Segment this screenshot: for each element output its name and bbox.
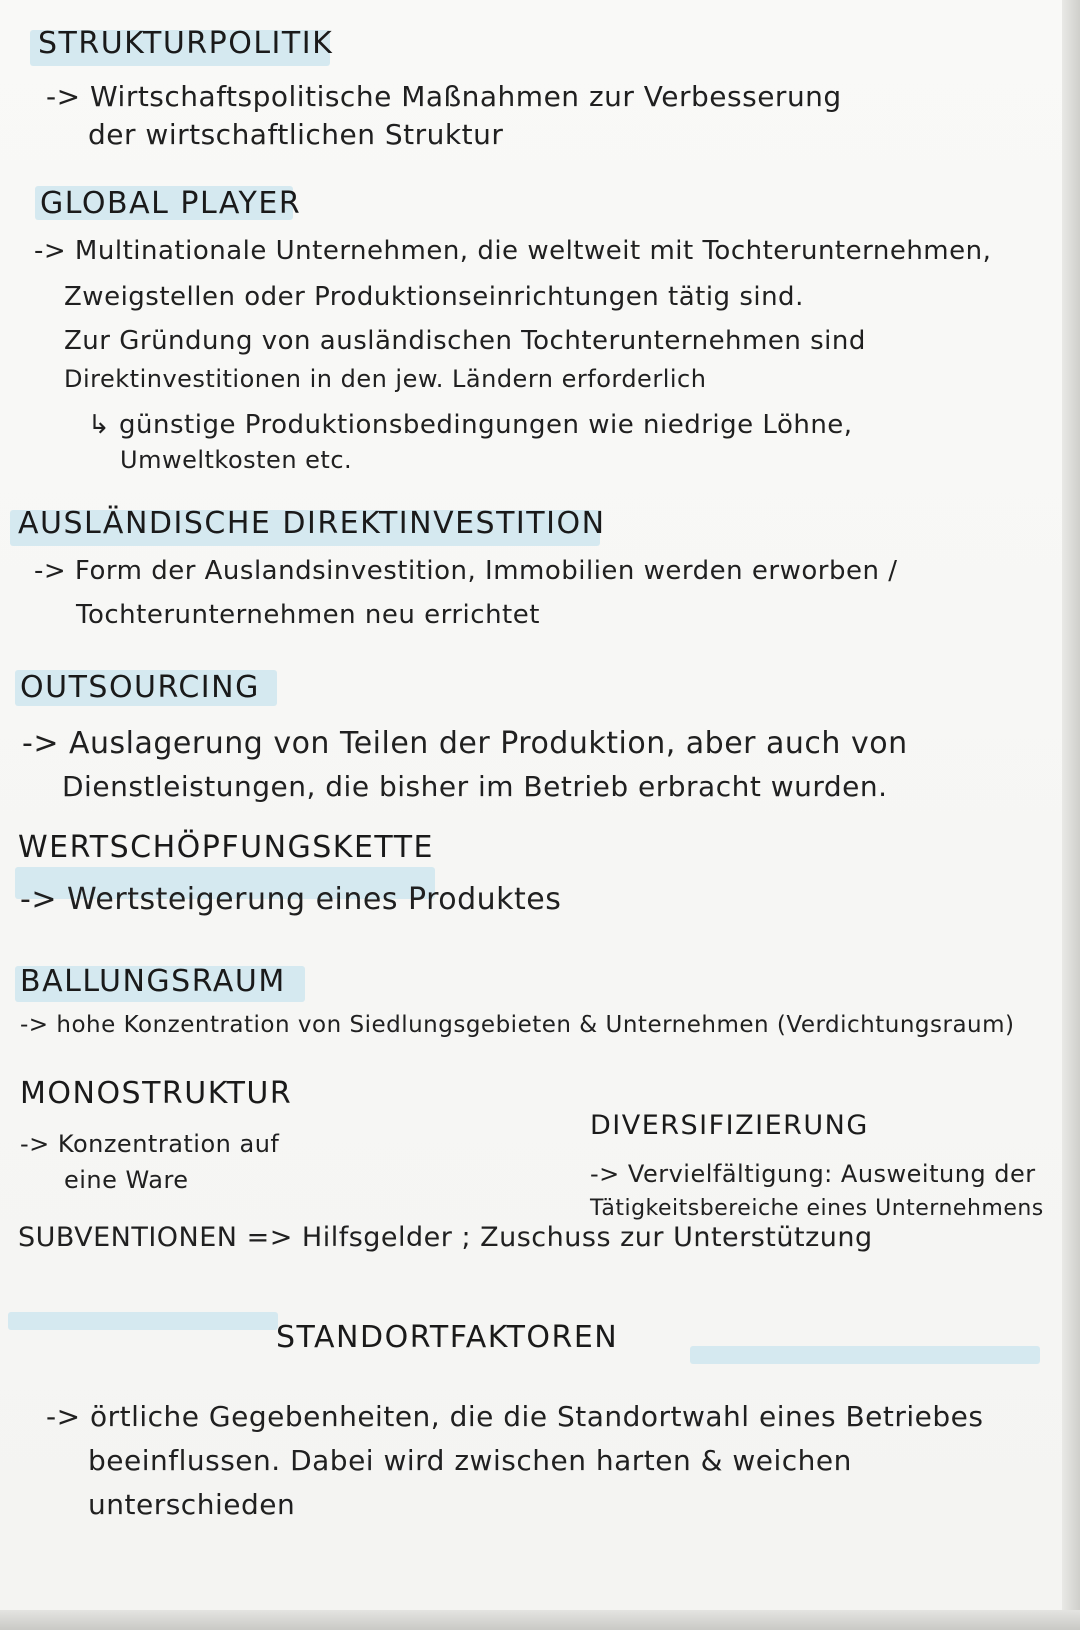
heading-strukturpolitik: STRUKTURPOLITIK: [38, 26, 334, 61]
strukturpolitik-line-1: -> Wirtschaftspolitische Maßnahmen zur Verbesserung: [46, 80, 842, 113]
monostruktur-line-1: -> Konzentration auf: [20, 1130, 280, 1158]
heading-ballungsraum: BALLUNGSRAUM: [20, 964, 286, 999]
highlight-standortfaktoren-right: [690, 1346, 1040, 1364]
diversifizierung-line-2: Tätigkeitsbereiche eines Unternehmens: [590, 1196, 1044, 1221]
global-player-line-3: Zur Gründung von ausländischen Tochterunternehmen sind: [64, 326, 866, 356]
diversifizierung-line-1: -> Vervielfältigung: Ausweitung der: [590, 1160, 1036, 1188]
ballungsraum-line-1: -> hohe Konzentration von Siedlungsgebieten & Unternehmen (Verdichtungsraum): [20, 1012, 1015, 1038]
page-edge-bottom: [0, 1610, 1080, 1630]
standortfaktoren-line-1: -> örtliche Gegebenheiten, die die Standortwahl eines Betriebes: [46, 1400, 984, 1433]
heading-outsourcing: OUTSOURCING: [20, 670, 260, 705]
wertschoepfungskette-line-1: -> Wertsteigerung eines Produktes: [20, 882, 562, 917]
page-edge-right: [1062, 0, 1080, 1630]
auslaendische-line-1: -> Form der Auslandsinvestition, Immobilien werden erworben /: [34, 556, 898, 586]
heading-global-player: GLOBAL PLAYER: [40, 186, 302, 221]
outsourcing-line-1: -> Auslagerung von Teilen der Produktion, aber auch von: [22, 726, 908, 761]
heading-diversifizierung: DIVERSIFIZIERUNG: [590, 1110, 869, 1141]
standortfaktoren-line-2: beeinflussen. Dabei wird zwischen harten & weichen: [88, 1444, 852, 1477]
standortfaktoren-line-3: unterschieden: [88, 1488, 296, 1521]
global-player-line-5: ↳ günstige Produktionsbedingungen wie niedrige Löhne,: [88, 410, 853, 440]
global-player-line-4: Direktinvestitionen in den jew. Ländern erforderlich: [64, 365, 707, 393]
global-player-line-6: Umweltkosten etc.: [120, 446, 353, 474]
heading-auslaendische-direktinvestition: AUSLÄNDISCHE DIREKTINVESTITION: [18, 506, 606, 541]
strukturpolitik-line-2: der wirtschaftlichen Struktur: [88, 118, 504, 151]
monostruktur-line-2: eine Ware: [64, 1166, 189, 1194]
auslaendische-line-2: Tochterunternehmen neu errichtet: [76, 600, 540, 630]
highlight-standortfaktoren-left: [8, 1312, 278, 1330]
global-player-line-2: Zweigstellen oder Produktionseinrichtungen tätig sind.: [64, 282, 804, 312]
heading-wertschoepfungskette: WERTSCHÖPFUNGSKETTE: [18, 830, 435, 865]
global-player-line-1: -> Multinationale Unternehmen, die weltweit mit Tochterunternehmen,: [34, 236, 992, 266]
outsourcing-line-2: Dienstleistungen, die bisher im Betrieb erbracht wurden.: [62, 770, 888, 803]
subventionen-line: SUBVENTIONEN => Hilfsgelder ; Zuschuss zur Unterstützung: [18, 1222, 873, 1253]
heading-standortfaktoren: STANDORTFAKTOREN: [276, 1320, 619, 1355]
heading-monostruktur: MONOSTRUKTUR: [20, 1076, 293, 1111]
